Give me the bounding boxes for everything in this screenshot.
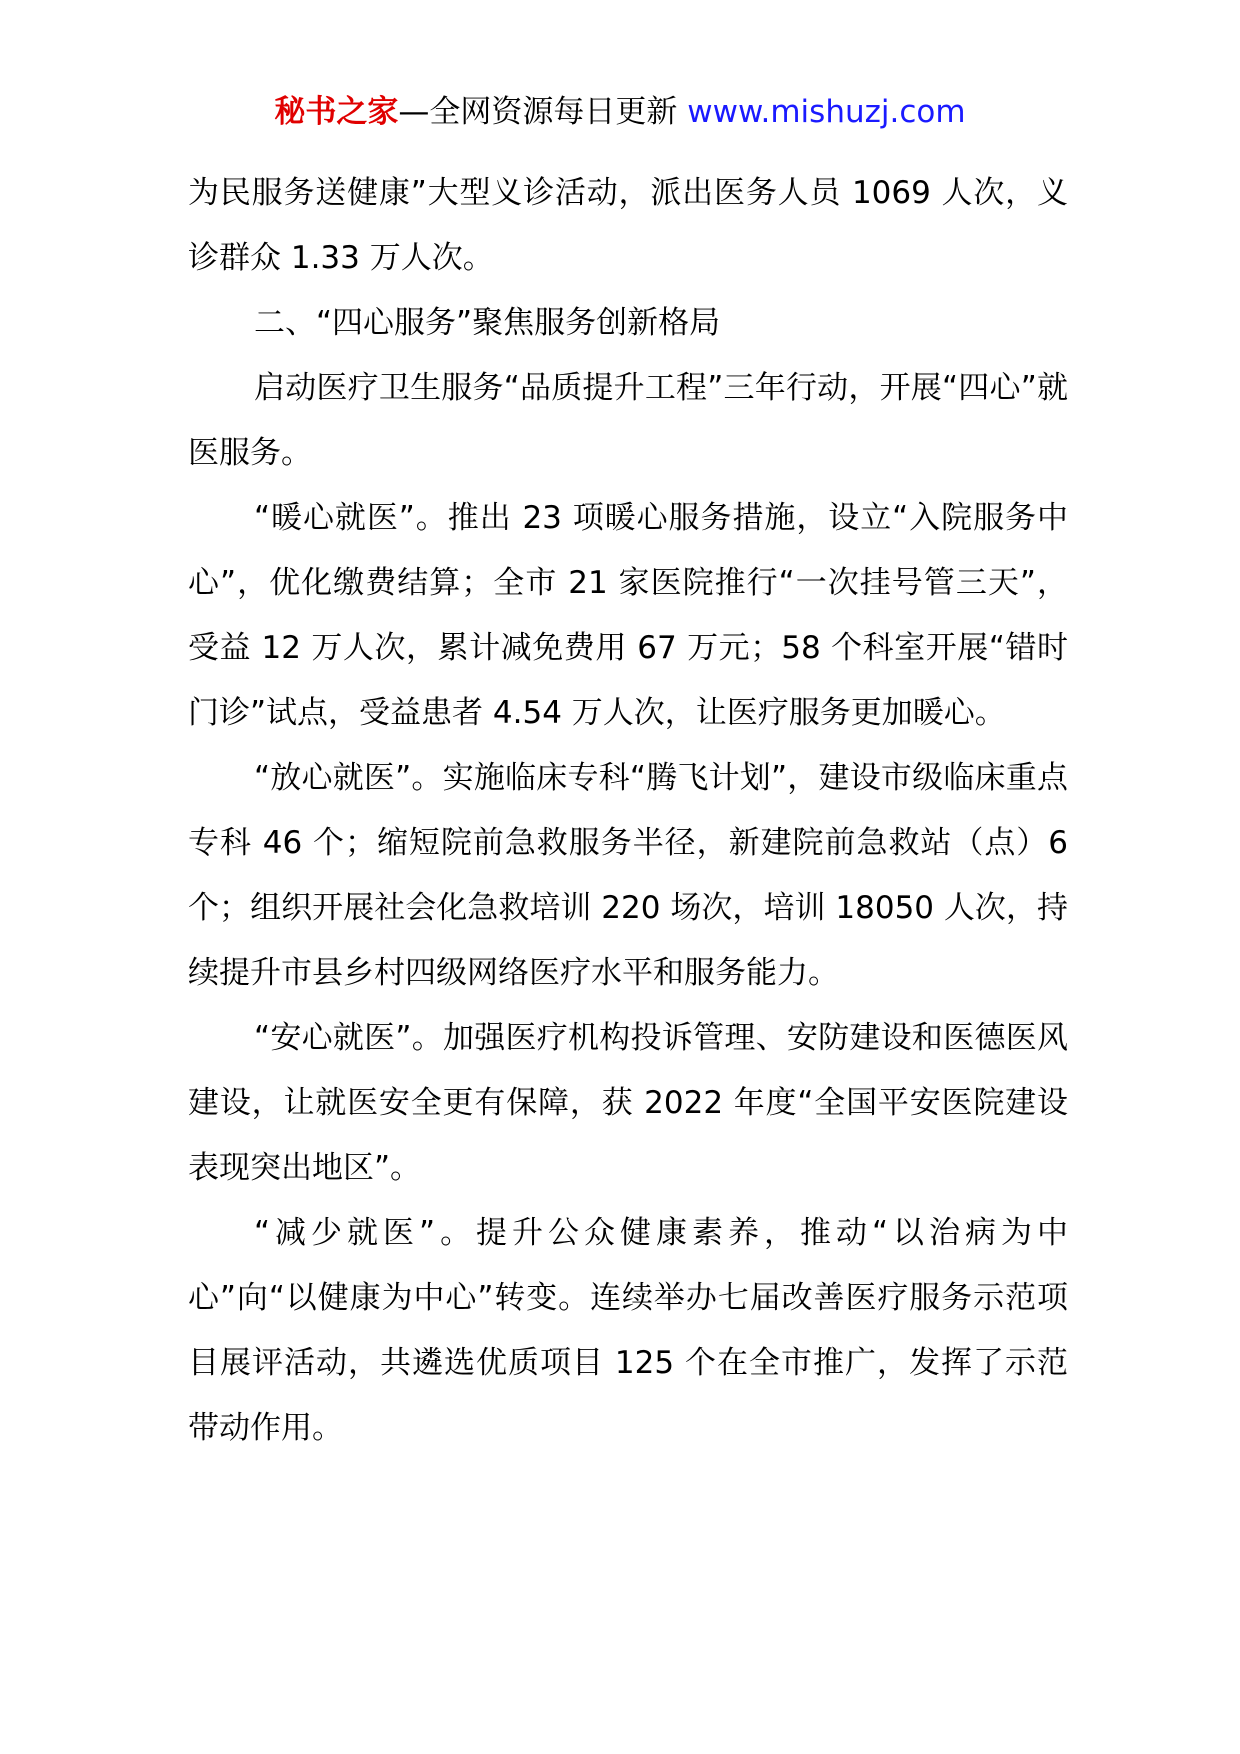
section-heading: 二、“四心服务”聚焦服务创新格局: [254, 305, 721, 341]
header-tagline: —全网资源每日更新: [398, 94, 688, 130]
paragraph-safe-care: “安心就医”。加强医疗机构投诉管理、安防建设和医德医风建设，让就医安全更有保障，获 2022 年度“全国平安医院建设表现突出地区”。: [188, 1020, 1068, 1186]
paragraph-assured-care: “放心就医”。实施临床专科“腾飞计划”，建设市级临床重点专科 46 个；缩短院前急救服务半径，新建院前急救站（点）6 个；组织开展社会化急救培训 220 场次，培训 18050 人次，持续提升市县乡村四级网络医疗水平和服务能力。: [188, 760, 1068, 991]
site-header: [0, 92, 1240, 132]
paragraph-reduced-care: “减少就医”。提升公众健康素养，推动“以治病为中心”向“以健康为中心”转变。连续举办七届改善医疗服务示范项目展评活动，共遴选优质项目 125 个在全市推广，发挥了示范带动作用。: [188, 1215, 1068, 1446]
paragraph-intro: 启动医疗卫生服务“品质提升工程”三年行动，开展“四心”就医服务。: [188, 370, 1068, 471]
paragraph-continuation: 为民服务送健康”大型义诊活动，派出医务人员 1069 人次，义诊群众 1.33 万人次。: [188, 175, 1068, 276]
site-url-link[interactable]: www.mishuzj.com: [687, 94, 966, 130]
document-body: [188, 161, 1068, 1461]
paragraph-warm-care: “暖心就医”。推出 23 项暖心服务措施，设立“入院服务中心”，优化缴费结算；全市 21 家医院推行“一次挂号管三天”，受益 12 万人次，累计减免费用 67 万元；58 个科室开展“错时门诊”试点，受益患者 4.54 万人次，让医疗服务更加暖心。: [188, 500, 1068, 731]
brand-name: 秘书之家: [274, 94, 399, 130]
